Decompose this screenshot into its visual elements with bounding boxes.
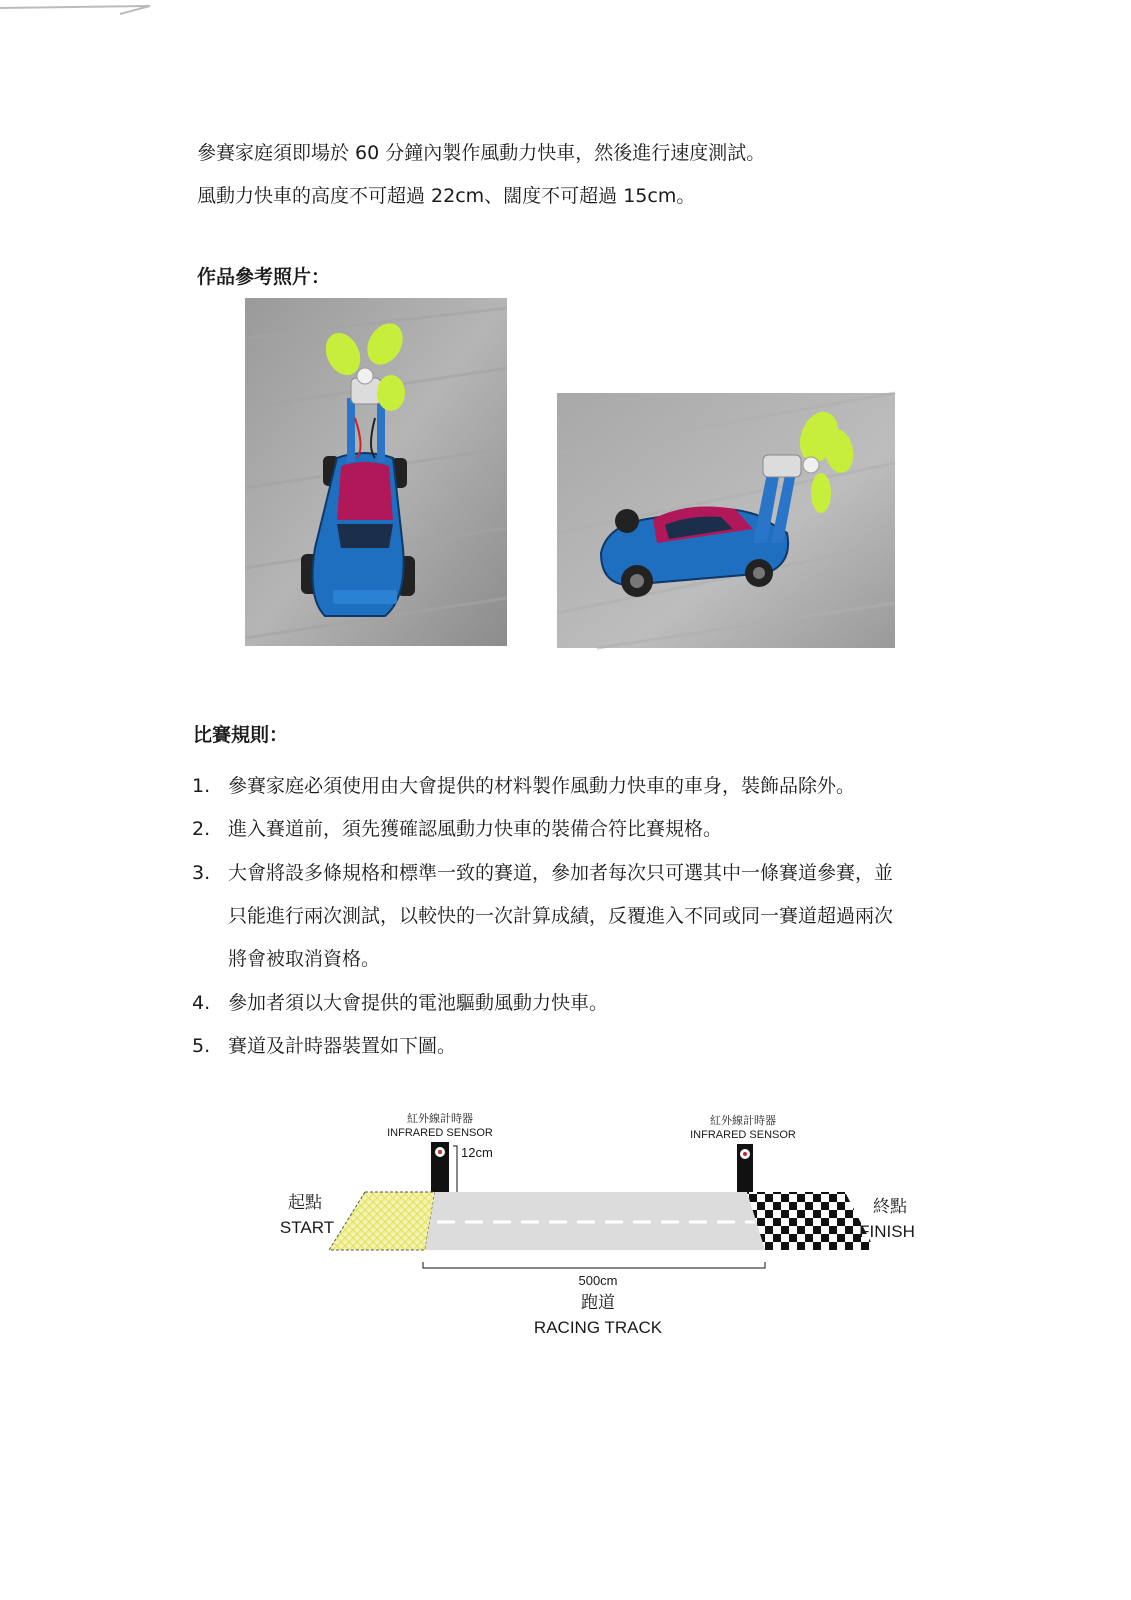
rule-item <box>192 852 912 982</box>
rules-heading: 比賽規則： <box>193 724 289 746</box>
finish-zh-label: 終點 <box>873 1197 907 1216</box>
car-photo-side-view <box>557 393 895 648</box>
sensor-left-zh-label: 紅外線計時器 <box>407 1113 473 1125</box>
rule-text: 賽道及計時器裝置如下圖。 <box>228 1035 457 1057</box>
track-zh-label: 跑道 <box>581 1293 615 1312</box>
track-length-label: 500cm <box>578 1273 618 1288</box>
finish-en-label: FINISH <box>859 1222 915 1241</box>
rule-item <box>192 765 912 808</box>
infrared-sensor-left <box>431 1142 449 1192</box>
sensor-height-label: 12cm <box>461 1145 493 1160</box>
rule-text: 參賽家庭必須使用由大會提供的材料製作風動力快車的車身，裝飾品除外。 <box>228 775 856 797</box>
track-en-label: RACING TRACK <box>533 1318 663 1337</box>
infrared-sensor-right <box>737 1144 753 1194</box>
sensor-right-zh-label: 紅外線計時器 <box>710 1115 776 1127</box>
rule-number: 3. <box>192 862 211 884</box>
finish-zone <box>747 1192 875 1250</box>
scan-edge-mark <box>0 0 160 20</box>
rule-item <box>192 1025 912 1068</box>
rule-text: 參加者須以大會提供的電池驅動風動力快車。 <box>228 992 609 1014</box>
start-en-label: START <box>279 1218 335 1237</box>
rule-item <box>192 808 912 851</box>
rule-number: 4. <box>192 992 211 1014</box>
sensor-height-marker <box>453 1146 457 1192</box>
rule-number: 2. <box>192 818 211 840</box>
intro-line-2: 風動力快車的高度不可超過 22cm、闊度不可超過 15cm。 <box>197 185 696 207</box>
racing-track-diagram <box>279 1113 925 1350</box>
rule-text: 大會將設多條規格和標準一致的賽道，參加者每次只可選其中一條賽道參賽，並只能進行兩次測試，以較快的一次計算成績，反覆進入不同或同一賽道超過兩次將會被取消資格。 <box>228 862 894 970</box>
sensor-left-en-label: INFRARED SENSOR <box>387 1127 493 1139</box>
car-photo-top-view <box>245 298 507 646</box>
rule-item <box>192 982 912 1025</box>
rule-number: 5. <box>192 1035 211 1057</box>
sensor-right-en-label: INFRARED SENSOR <box>690 1129 796 1141</box>
rule-text: 進入賽道前，須先獲確認風動力快車的裝備合符比賽規格。 <box>228 818 723 840</box>
rule-number: 1. <box>192 775 211 797</box>
intro-line-1: 參賽家庭須即場於 60 分鐘內製作風動力快車，然後進行速度測試。 <box>197 142 766 164</box>
start-zone <box>329 1192 435 1250</box>
photos-heading: 作品參考照片： <box>197 266 331 288</box>
track-length-marker <box>423 1262 765 1268</box>
start-zh-label: 起點 <box>288 1193 322 1212</box>
